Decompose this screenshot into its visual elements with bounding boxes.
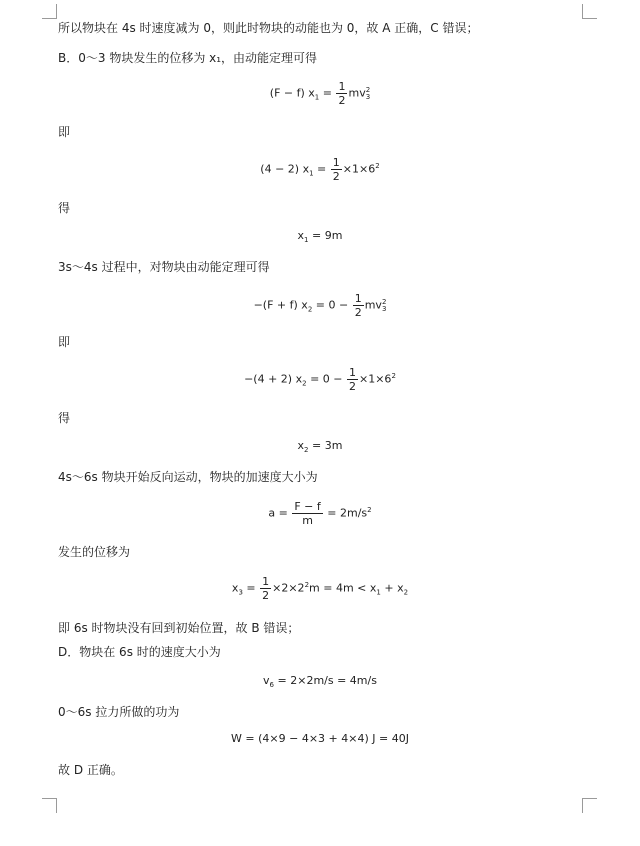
- equation-7: a = $\frac{F - f}{m}$ = $2m/s^2$: [268, 500, 372, 527]
- equation-1: (F − f) $x_1$ = $\frac{1}{2}$ mv 2 3: [269, 80, 371, 107]
- equation-2: (4 − 2) $x_1$ = $\frac{1}{2}$ $\times 1\times 6^2$: [260, 156, 380, 183]
- text-line-10: 即 6s 时物块没有回到初始位置，故 B 错误；: [58, 621, 300, 635]
- text-line-2: B．0～3 物块发生的位移为 x₁，由动能定理可得: [58, 51, 318, 65]
- equation-6: $x_2 = 3m$: [297, 439, 343, 455]
- text-line-9: 发生的位移为: [58, 545, 131, 559]
- crop-mark-bottom-left: [42, 798, 57, 813]
- text-line-6: 即: [58, 335, 71, 349]
- crop-mark-top-right: [582, 4, 597, 19]
- equation-5: −(4 + 2) $x_2 = 0$ − $\frac{1}{2}$ $\times 1\times 6^2$: [244, 366, 396, 393]
- crop-mark-top-left: [42, 4, 57, 19]
- crop-mark-bottom-right: [582, 798, 597, 813]
- text-line-3: 即: [58, 125, 71, 139]
- text-line-4: 得: [58, 201, 71, 215]
- text-line-11: D．物块在 6s 时的速度大小为: [58, 645, 221, 659]
- equation-4: −(F + f) $x_2 = 0$ − $\frac{1}{2}$ mv 2 3: [253, 292, 387, 319]
- text-line-7: 得: [58, 411, 71, 425]
- text-line-13: 故 D 正确。: [58, 763, 123, 777]
- text-line-5: 3s～4s 过程中，对物块由动能定理可得: [58, 260, 270, 274]
- equation-8: $x_3$ = $\frac{1}{2}$ $\times 2\times 2^2m = 4m < x_1 + x_2$: [231, 575, 409, 602]
- text-line-12: 0～6s 拉力所做的功为: [58, 705, 180, 719]
- text-line-1: 所以物块在 4s 时速度减为 0，则此时物块的动能也为 0，故 A 正确，C 错误；: [58, 21, 479, 35]
- equation-10: W = (4×9 − 4×3 + 4×4) J = 40J: [231, 732, 409, 745]
- equation-3: $x_1 = 9m$: [297, 229, 343, 245]
- text-line-8: 4s～6s 物块开始反向运动，物块的加速度大小为: [58, 470, 318, 484]
- equation-9: $v_6 = 2\times 2m/s = 4m/s$: [263, 674, 377, 690]
